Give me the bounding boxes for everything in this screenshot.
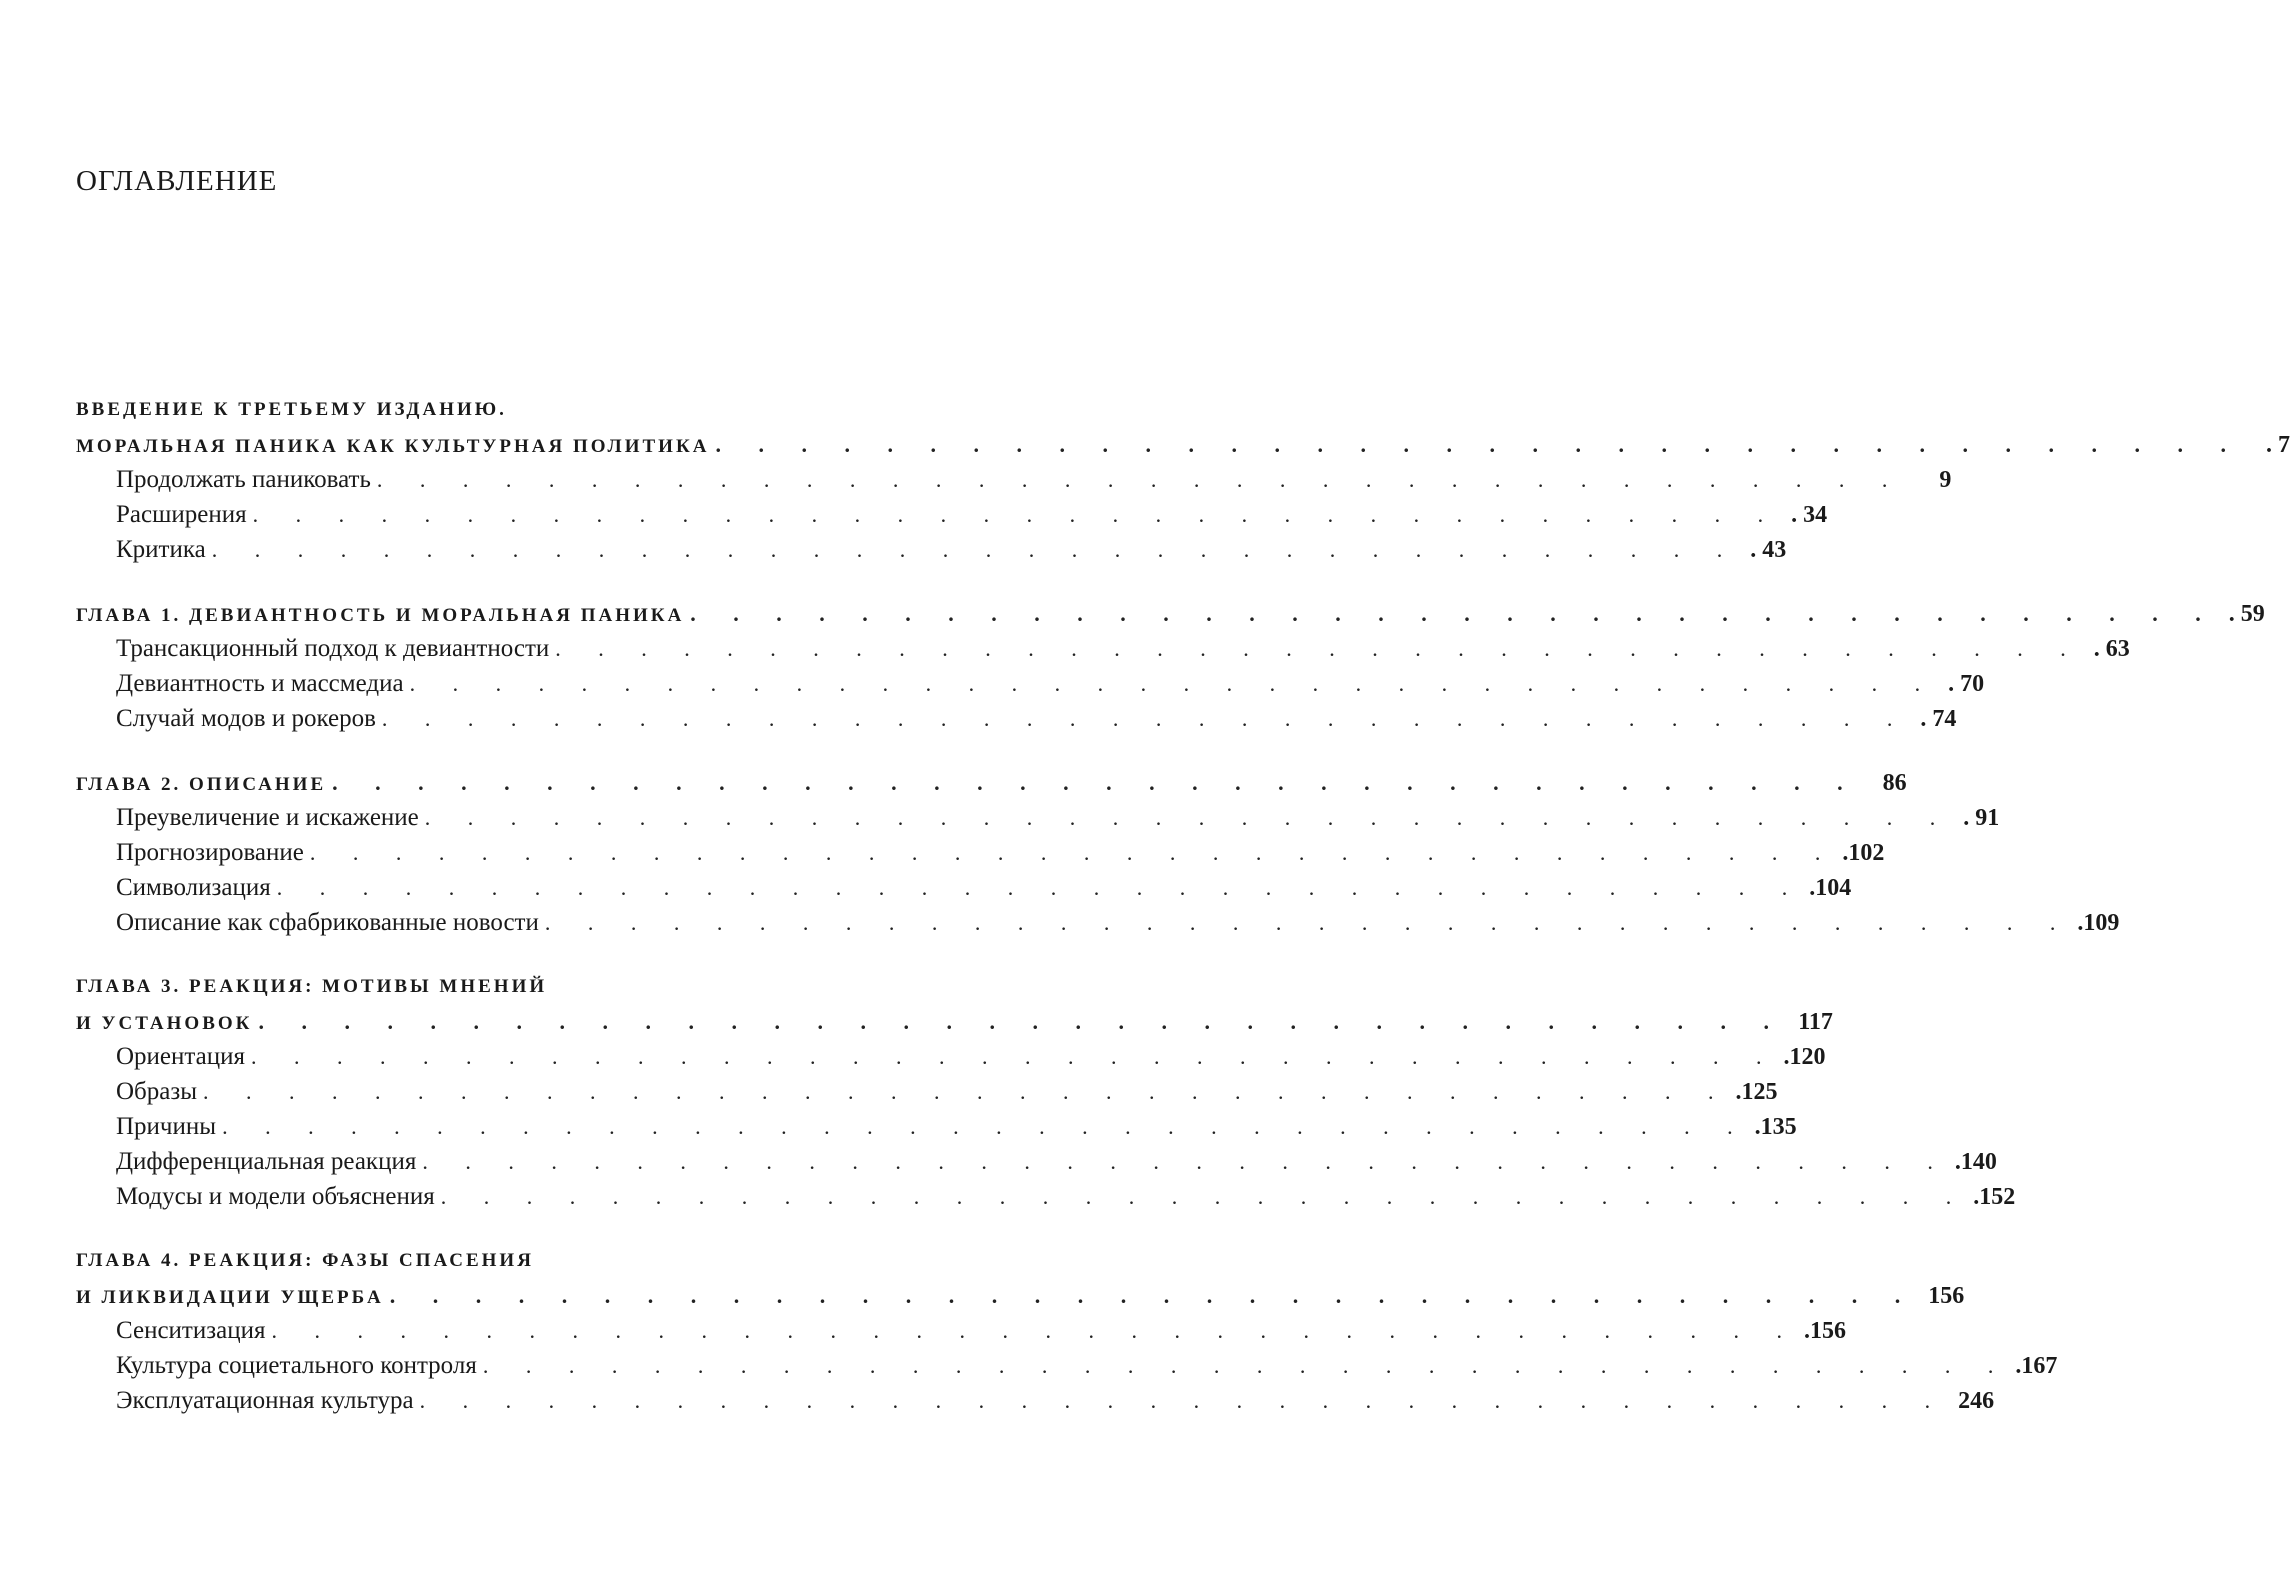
toc-page-number: . 91	[1963, 805, 2000, 831]
toc-entry-text: Ориентация	[116, 1043, 245, 1070]
dot-leader: . . . . . . . . . . . . . . . . . . . . . . . . . . . . . . . . . . . .	[376, 467, 1904, 492]
toc-entry-text: Девиантность и массмедиа	[116, 670, 404, 697]
toc-section-chapter-2	[76, 765, 2120, 940]
toc-page-number: . 7	[2265, 432, 2290, 458]
toc-page-number: . 59	[2228, 601, 2265, 627]
toc-page-number: .156	[1803, 1318, 1846, 1344]
dot-leader: . . . . . . . . . . . . . . . . . . . . . . . . . . . . . . . . . . . .	[276, 875, 1804, 900]
toc-entry-text: Причины	[116, 1113, 217, 1140]
dot-leader: . . . . . . . . . . . . . . . . . . . . . . . . . . . . . . . . . . . .	[440, 1184, 1968, 1209]
toc-heading-text: ГЛАВА 3. РЕАКЦИЯ: МОТИВЫ МНЕНИЙ	[76, 976, 548, 997]
toc-heading-line[interactable]	[76, 427, 2290, 462]
toc-page-number: . 74	[1920, 706, 1957, 732]
toc-page-number: . 70	[1948, 671, 1985, 697]
dot-leader: . . . . . . . . . . . . . . . . . . . . . . . . . . . . . . . . . . . .	[389, 1283, 1917, 1308]
page-title: ОГЛАВЛЕНИЕ	[76, 165, 278, 197]
toc-heading-text: ГЛАВА 2. ОПИСАНИЕ	[76, 774, 327, 795]
toc-entry-text: Прогнозирование	[116, 839, 304, 866]
dot-leader: . . . . . . . . . . . . . . . . . . . . . . . . . . . . . . . . . . . .	[419, 1388, 1947, 1413]
dot-leader: . . . . . . . . . . . . . . . . . . . . . . . . . . . . . . . . . . . .	[332, 770, 1859, 795]
toc-entry[interactable]	[76, 1348, 2058, 1383]
toc-page-number: .109	[2077, 910, 2120, 936]
table-of-contents	[76, 392, 2290, 1447]
dot-leader: . . . . . . . . . . . . . . . . . . . . . . . . . . . . . . . . . . . .	[258, 1009, 1785, 1034]
toc-entry-text: Символизация	[116, 874, 271, 901]
toc-entry[interactable]	[76, 701, 1957, 736]
toc-entry[interactable]	[76, 800, 2000, 835]
toc-heading-text: И УСТАНОВОК	[76, 1013, 253, 1034]
dot-leader: . . . . . . . . . . . . . . . . . . . . . . . . . . . . . . . . . . . .	[424, 805, 1952, 830]
toc-page-number: .120	[1783, 1044, 1826, 1070]
toc-heading-text: ГЛАВА 1. ДЕВИАНТНОСТЬ И МОРАЛЬНАЯ ПАНИКА	[76, 605, 685, 626]
toc-heading-text: ГЛАВА 4. РЕАКЦИЯ: ФАЗЫ СПАСЕНИЯ	[76, 1250, 534, 1271]
toc-page-number: . 43	[1750, 537, 1787, 563]
dot-leader: . . . . . . . . . . . . . . . . . . . . . . . . . . . . . . . . . . . .	[222, 1114, 1749, 1139]
dot-leader: . . . . . . . . . . . . . . . . . . . . . . . . . . . . . . . . . . . .	[422, 1149, 1949, 1174]
toc-page-number: 117	[1798, 1009, 1833, 1035]
toc-entry[interactable]	[76, 631, 2130, 666]
dot-leader: . . . . . . . . . . . . . . . . . . . . . . . . . . . . . . . . . . . .	[555, 636, 2082, 661]
toc-heading-line[interactable]	[76, 392, 836, 427]
dot-leader: . . . . . . . . . . . . . . . . . . . . . . . . . . . . . . . . . . . .	[271, 1318, 1798, 1343]
toc-entry-text: Трансакционный подход к девиантности	[116, 635, 550, 662]
toc-page-number: 9	[1939, 467, 1952, 493]
dot-leader: . . . . . . . . . . . . . . . . . . . . . . . . . . . . . . . . . . . .	[252, 502, 1780, 527]
dot-leader: . . . . . . . . . . . . . . . . . . . . . . . . . . . . . . . . . . . .	[690, 601, 2217, 626]
toc-entry-text: Продолжать паниковать	[116, 466, 371, 493]
toc-entry[interactable]	[76, 1144, 1997, 1179]
toc-entry[interactable]	[76, 497, 1828, 532]
toc-heading-line[interactable]	[76, 969, 836, 1004]
dot-leader: . . . . . . . . . . . . . . . . . . . . . . . . . . . . . . . . . . . .	[544, 910, 2072, 935]
toc-page-number: .152	[1973, 1184, 2016, 1210]
dot-leader: . . . . . . . . . . . . . . . . . . . . . . . . . . . . . . . . . . . .	[409, 671, 1937, 696]
toc-page-number: . 34	[1791, 502, 1828, 528]
toc-entry[interactable]	[76, 1313, 1846, 1348]
toc-entry-text: Эксплуатационная культура	[116, 1387, 414, 1414]
dot-leader: . . . . . . . . . . . . . . . . . . . . . . . . . . . . . . . . . . . .	[251, 1044, 1778, 1069]
toc-entry[interactable]	[76, 870, 1852, 905]
toc-heading-text: И ЛИКВИДАЦИИ УЩЕРБА	[76, 1287, 384, 1308]
toc-heading-text: МОРАЛЬНАЯ ПАНИКА КАК КУЛЬТУРНАЯ ПОЛИТИКА	[76, 436, 710, 457]
toc-section-introduction	[76, 392, 2290, 567]
toc-entry-text: Расширения	[116, 501, 247, 528]
toc-entry[interactable]	[76, 1074, 1778, 1109]
toc-entry[interactable]	[76, 462, 1952, 497]
toc-section-chapter-4	[76, 1243, 2058, 1418]
toc-entry[interactable]	[76, 532, 1787, 567]
toc-entry[interactable]	[76, 1179, 2016, 1214]
toc-entry-text: Модусы и модели объяснения	[116, 1183, 435, 1210]
toc-entry-text: Критика	[116, 536, 206, 563]
toc-entry-text: Преувеличение и искажение	[116, 804, 419, 831]
toc-heading-line[interactable]	[76, 1004, 1833, 1039]
toc-heading-line[interactable]	[76, 765, 1907, 800]
toc-page-number: 86	[1882, 770, 1907, 796]
toc-entry-text: Сенситизация	[116, 1317, 266, 1344]
toc-entry[interactable]	[76, 1383, 1995, 1418]
toc-heading-line[interactable]	[76, 1278, 1965, 1313]
dot-leader: . . . . . . . . . . . . . . . . . . . . . . . . . . . . . . . . . . . .	[309, 840, 1837, 865]
dot-leader: . . . . . . . . . . . . . . . . . . . . . . . . . . . . . . . . . . . .	[482, 1353, 2010, 1378]
toc-page-number: .102	[1842, 840, 1885, 866]
toc-page-number: 156	[1928, 1283, 1965, 1309]
toc-page-number: .140	[1954, 1149, 1997, 1175]
dot-leader: . . . . . . . . . . . . . . . . . . . . . . . . . . . . . . . . . . . .	[381, 706, 1909, 731]
dot-leader: . . . . . . . . . . . . . . . . . . . . . . . . . . . . . . . . . . . .	[203, 1079, 1730, 1104]
toc-entry-text: Дифференциальная реакция	[116, 1148, 417, 1175]
toc-heading-line[interactable]	[76, 1243, 836, 1278]
toc-entry[interactable]	[76, 1109, 1797, 1144]
toc-entry-text: Образы	[116, 1078, 198, 1105]
toc-entry[interactable]	[76, 835, 1885, 870]
toc-section-chapter-3	[76, 969, 2016, 1214]
toc-entry-text: Описание как сфабрикованные новости	[116, 909, 539, 936]
toc-entry[interactable]	[76, 1039, 1826, 1074]
dot-leader: . . . . . . . . . . . . . . . . . . . . . . . . . . . . . . . . . . . .	[715, 432, 2242, 457]
toc-page-number: .104	[1809, 875, 1852, 901]
toc-entry[interactable]	[76, 666, 1985, 701]
toc-page-number: 246	[1958, 1388, 1995, 1414]
toc-entry[interactable]	[76, 905, 2120, 940]
toc-page-number: . 63	[2093, 636, 2130, 662]
toc-page-number: .125	[1735, 1079, 1778, 1105]
toc-entry-text: Культура социетального контроля	[116, 1352, 477, 1379]
toc-page-number: .135	[1754, 1114, 1797, 1140]
toc-entry-text: Случай модов и рокеров	[116, 705, 376, 732]
toc-heading-line[interactable]	[76, 596, 2265, 631]
dot-leader: . . . . . . . . . . . . . . . . . . . . . . . . . . . . . . . . . . . .	[211, 537, 1739, 562]
toc-page-number: .167	[2015, 1353, 2058, 1379]
toc-heading-text: ВВЕДЕНИЕ К ТРЕТЬЕМУ ИЗДАНИЮ.	[76, 399, 507, 420]
toc-section-chapter-1	[76, 596, 2265, 736]
